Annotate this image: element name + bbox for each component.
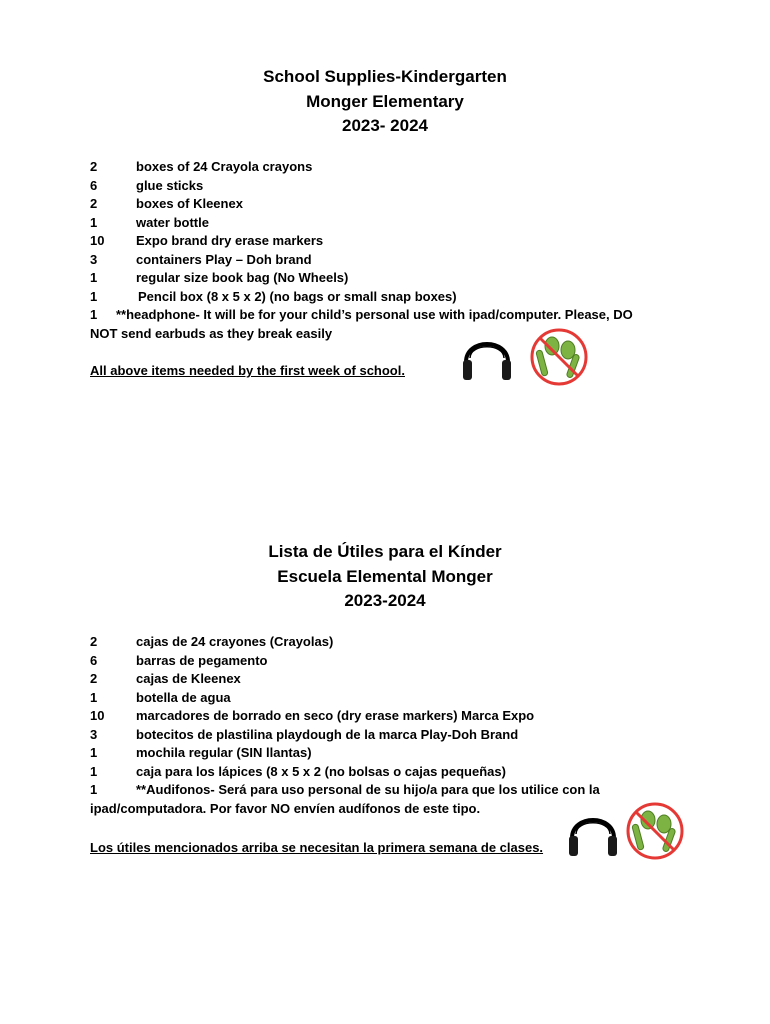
item-quantity: 3 — [90, 726, 98, 742]
item-quantity: 1 — [90, 763, 98, 779]
spanish-deadline-note: Los útiles mencionados arriba se necesitan la primera semana de clases. — [90, 840, 544, 855]
list-item — [90, 633, 690, 652]
item-description: cajas de 24 crayones (Crayolas) — [136, 634, 334, 649]
item-description: cajas de Kleenex — [136, 671, 241, 686]
item-description: mochila regular (SIN llantas) — [136, 745, 312, 760]
headphones-icon — [458, 326, 516, 384]
item-quantity: 1 — [90, 307, 98, 322]
list-item — [90, 232, 690, 251]
item-description: botella de agua — [136, 689, 231, 705]
spanish-title-line-2: Escuela Elemental Monger — [277, 566, 493, 586]
item-description: **Audifonos- Será para uso personal de su hijo/a para que los utilice con la ipad/computadora. Por favor NO envíen audífonos de este tipo. — [90, 782, 600, 816]
list-item — [90, 726, 690, 745]
list-item — [90, 214, 690, 233]
item-description: glue sticks — [136, 177, 204, 193]
item-description: Expo brand dry erase markers — [136, 233, 324, 248]
list-item — [90, 288, 690, 307]
list-item — [90, 707, 690, 726]
item-quantity: 1 — [90, 782, 98, 797]
item-quantity: 1 — [90, 745, 98, 760]
english-title-block — [0, 65, 770, 139]
list-item — [90, 158, 690, 177]
item-quantity: 2 — [90, 634, 98, 649]
item-description: containers Play – Doh brand — [136, 251, 312, 267]
item-quantity: 6 — [90, 177, 98, 193]
no-earbuds-icon — [528, 326, 590, 388]
item-description: caja para los lápices (8 x 5 x 2 (no bolsas o cajas pequeñas) — [136, 763, 506, 779]
item-quantity: 1 — [90, 270, 98, 285]
item-description: regular size book bag (No Wheels) — [136, 270, 349, 285]
item-description: botecitos de plastilina playdough de la marca Play-Doh Brand — [136, 726, 519, 742]
spanish-supply-list — [90, 633, 690, 818]
item-description: marcadores de borrado en seco (dry erase markers) Marca Expo — [136, 708, 535, 723]
item-description: water bottle — [136, 214, 209, 230]
english-title-line-1: School Supplies-Kindergarten — [263, 67, 507, 86]
list-item — [90, 269, 690, 288]
list-item — [90, 744, 690, 763]
english-title-line-3: 2023- 2024 — [341, 116, 429, 135]
list-item — [90, 763, 690, 782]
spanish-title-line-1: Lista de Útiles para el Kínder — [268, 542, 502, 561]
list-item — [90, 251, 690, 270]
item-quantity: 1 — [90, 689, 98, 705]
headphones-icon — [564, 802, 622, 860]
item-description: **headphone- It will be for your child’s personal use with ipad/computer. Please, DO NOT send earbuds as they break easily — [90, 307, 633, 341]
item-description: barras de pegamento — [136, 652, 268, 668]
spanish-title-line-3: 2023-2024 — [344, 591, 426, 610]
no-earbuds-icon — [624, 800, 686, 862]
item-quantity: 10 — [90, 708, 105, 723]
spanish-title-block — [0, 540, 770, 614]
headphone-list-item — [90, 781, 615, 818]
item-quantity: 2 — [90, 671, 98, 686]
item-quantity: 1 — [90, 288, 98, 304]
item-quantity: 3 — [90, 251, 98, 267]
item-description: Pencil box (8 x 5 x 2) (no bags or small snap boxes) — [138, 288, 457, 304]
item-quantity: 1 — [90, 214, 98, 230]
english-supply-list — [90, 158, 690, 343]
list-item — [90, 670, 690, 689]
english-deadline-note: All above items needed by the first week of school. — [90, 363, 405, 378]
list-item — [90, 652, 690, 671]
item-quantity: 2 — [90, 159, 98, 174]
list-item — [90, 177, 690, 196]
english-title-line-2: Monger Elementary — [306, 91, 464, 111]
item-description: boxes of 24 Crayola crayons — [136, 159, 313, 174]
item-quantity: 10 — [90, 233, 105, 248]
item-description: boxes of Kleenex — [136, 196, 243, 211]
item-quantity: 2 — [90, 196, 98, 211]
item-quantity: 6 — [90, 652, 98, 668]
list-item — [90, 195, 690, 214]
list-item — [90, 689, 690, 708]
